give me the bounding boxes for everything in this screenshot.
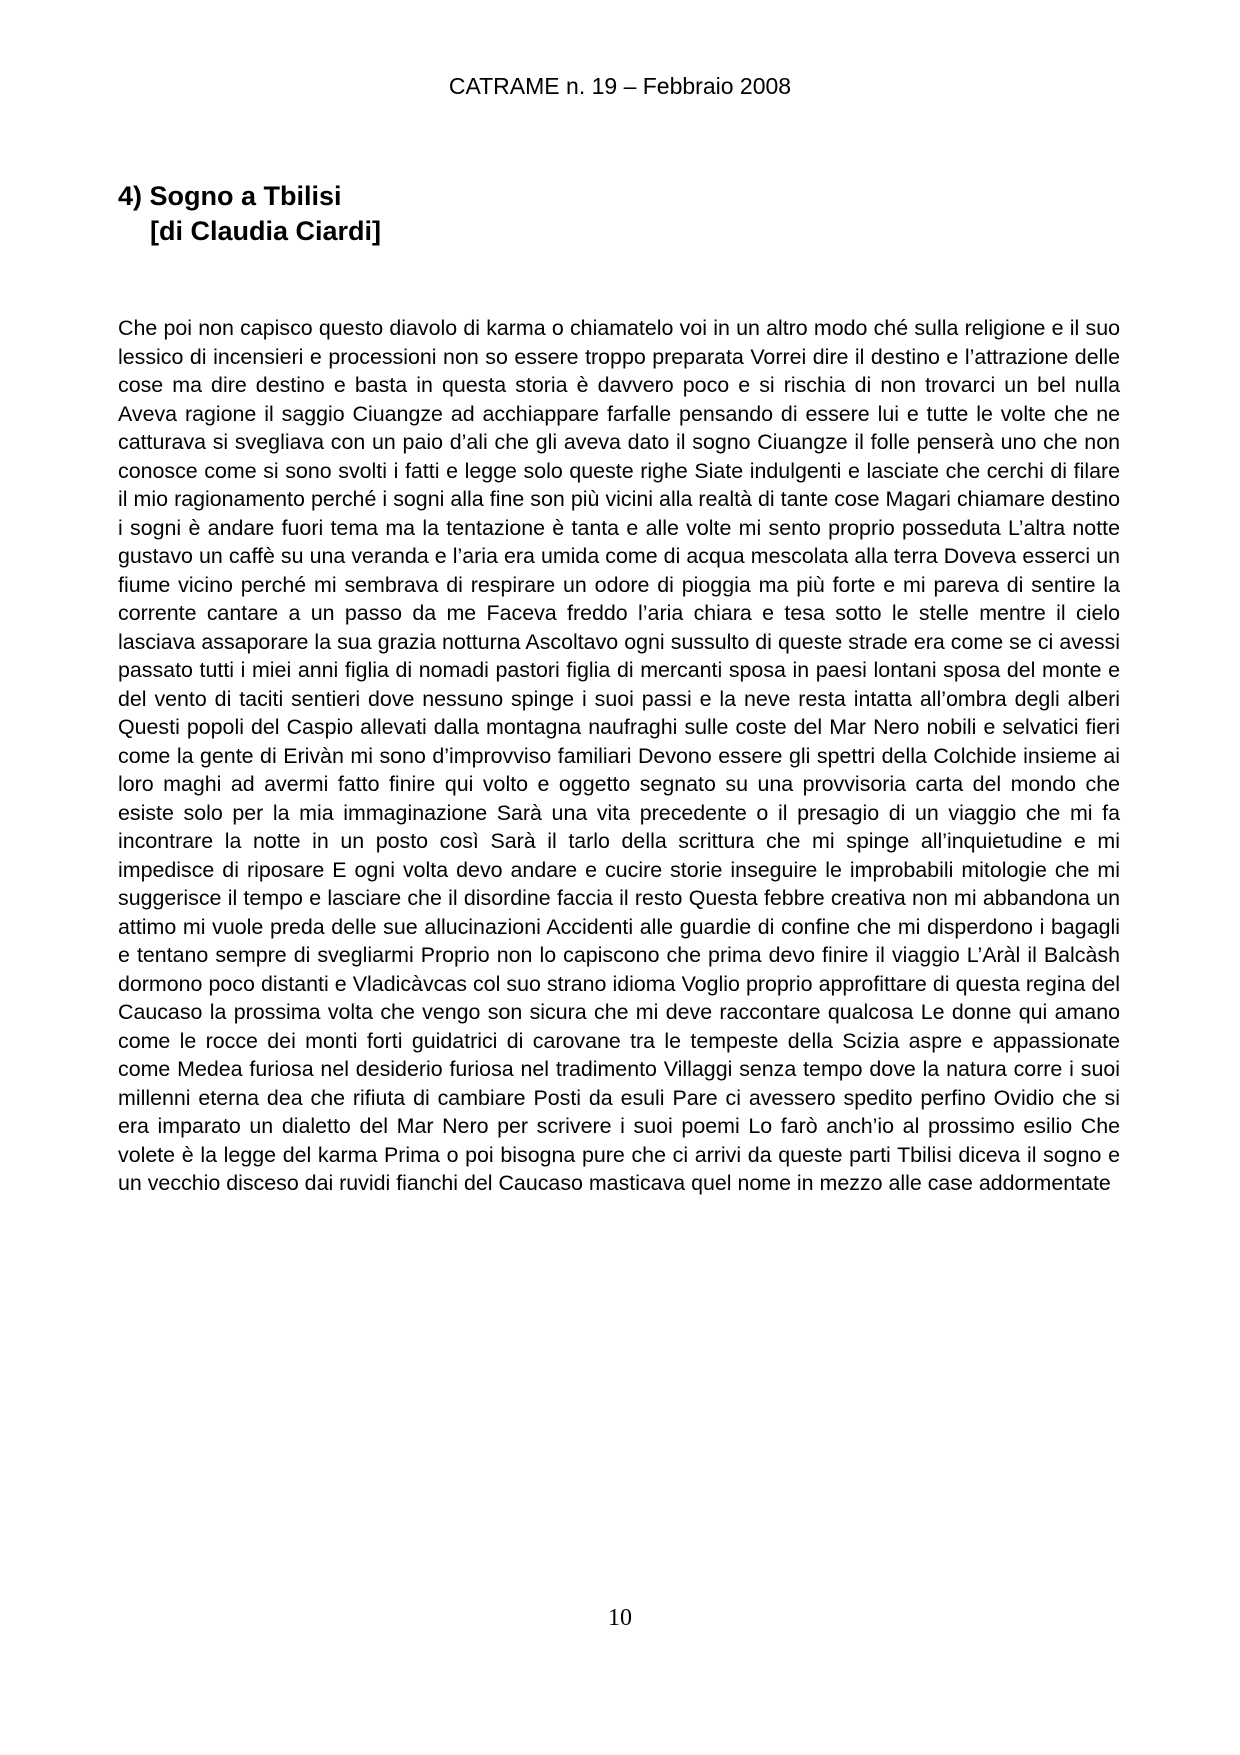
- running-header: CATRAME n. 19 – Febbraio 2008: [448, 73, 792, 99]
- article-byline: [di Claudia Ciardi]: [150, 216, 382, 246]
- article-title: 4) Sogno a Tbilisi: [118, 181, 342, 211]
- article-body: Che poi non capisco questo diavolo di karma o chiamatelo voi in un altro modo ché sulla religione e il suo lessico di incensieri e processioni non so essere troppo preparata Vorrei dire il destino e l’attrazione delle cose ma dire destino e basta in questa storia è davvero poco e si rischia di non trovarci un bel nulla Aveva ragione il saggio Ciuangze ad acchiappare farfalle pensando di essere lui e tutte le volte che ne catturava si svegliava con un paio d’ali che gli aveva dato il sogno Ciuangze il folle penserà uno che non conosce come si sono svolti i fatti e legge solo queste righe Siate indulgenti e lasciate che cerchi di filare il mio ragionamento perché i sogni alla fine son più vicini alla realtà di tante cose Magari chiamare destino i sogni è andare fuori tema ma la tentazione è tanta e alle volte mi sento proprio posseduta L’altra notte gustavo un caffè su una veranda e l’aria era umida come di acqua mescolata alla terra Doveva esserci un fiume vicino perché mi sembrava di respirare un odore di pioggia ma più forte e mi pareva di sentire la corrente cantare a un passo da me Faceva freddo l’aria chiara e tesa sotto le stelle mentre il cielo lasciava assaporare la sua grazia notturna Ascoltavo ogni sussulto di queste strade era come se ci avessi passato tutti i miei anni figlia di nomadi pastori figlia di mercanti sposa in paesi lontani sposa del monte e del vento di taciti sentieri dove nessuno spinge i suoi passi e la neve resta intatta all’ombra degli alberi Questi popoli del Caspio allevati dalla montagna naufraghi sulle coste del Mar Nero nobili e selvatici fieri come la gente di Erivàn mi sono d’improvviso familiari Devono essere gli spettri della Colchide insieme ai loro maghi ad avermi fatto finire qui volto e oggetto segnato su una provvisoria carta del mondo che esiste solo per la mia immaginazione Sarà una vita precedente o il presagio di un viaggio che mi fa incontrare la notte in un posto così Sarà il tarlo della scrittura che mi spinge all’inquietudine e mi impedisce di riposare E ogni volta devo andare e cucire storie inseguire le improbabili mitologie che mi suggerisce il tempo e lasciare che il disordine faccia il resto Questa febbre creativa non mi abbandona un attimo mi vuole preda delle sue allucinazioni Accidenti alle guardie di confine che mi disperdono i bagagli e tentano sempre di svegliarmi Proprio non lo capiscono che prima devo finire il viaggio L’Aràl il Balcàsh dormono poco distanti e Vladicàvcas col suo strano idioma Voglio proprio approfittare di questa regina del Caucaso la prossima volta che vengo son sicura che mi deve raccontare qualcosa Le donne qui amano come le rocce dei monti forti guidatrici di carovane tra le tempeste della Scizia aspre e appassionate come Medea furiosa nel desiderio furiosa nel tradimento Villaggi senza tempo dove la natura corre i suoi millenni eterna dea che rifiuta di cambiare Posti da esuli Pare ci avessero spedito perfino Ovidio che si era imparato un dialetto del Mar Nero per scrivere i suoi poemi Lo farò anch’io al prossimo esilio Che volete è la legge del karma Prima o poi bisogna pure che ci arrivi da queste parti Tbilisi diceva il sogno e un vecchio disceso dai ruvidi fianchi del Caucaso masticava quel nome in mezzo alle case addormentate: [118, 316, 1120, 1195]
- page-number: 10: [608, 1605, 632, 1631]
